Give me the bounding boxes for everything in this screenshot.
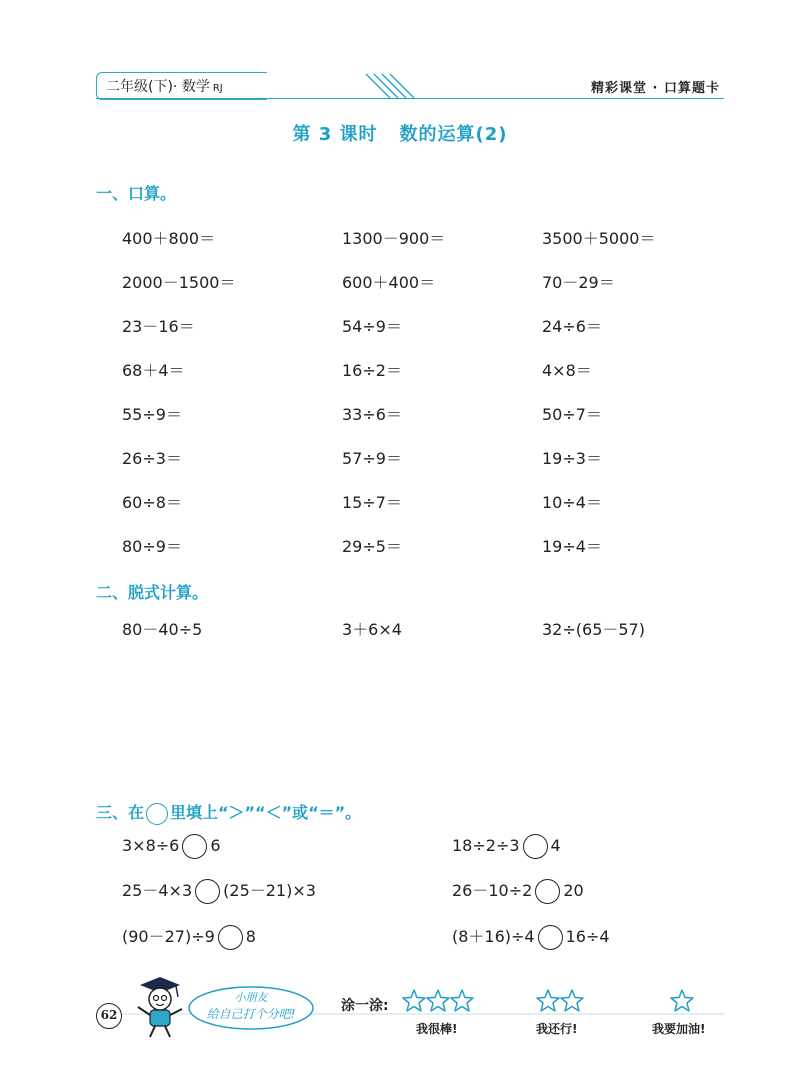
- answer-circle[interactable]: [535, 879, 560, 904]
- oral-problem: 55÷9＝: [122, 405, 182, 424]
- rating-caption: 我很棒!: [416, 1022, 458, 1036]
- section3-title: [96, 800, 361, 825]
- oral-problem: 1300－900＝: [342, 229, 446, 248]
- answer-circle[interactable]: [182, 834, 207, 859]
- comparison-item: [452, 834, 561, 859]
- answer-circle[interactable]: [195, 879, 220, 904]
- header-series-title: 精彩课堂 · 口算题卡: [591, 81, 720, 96]
- star-icon: [403, 990, 425, 1011]
- header-left-text: 二年级(下)· 数学: [106, 79, 210, 95]
- section3-title-post: 里填上“＞”“＜”或“＝”。: [170, 803, 362, 822]
- star-icon: [561, 990, 583, 1011]
- lesson-topic: 数的运算(2): [399, 124, 508, 145]
- star-icon: [537, 990, 559, 1011]
- header-rule: [96, 98, 724, 99]
- oral-problem: 16÷2＝: [342, 361, 402, 380]
- oral-problem: 23－16＝: [122, 317, 195, 336]
- answer-circle-example: [146, 803, 168, 825]
- lesson-number: 第 3 课时: [292, 124, 378, 145]
- comparison-right: 8: [245, 927, 256, 946]
- comparison-right: 4: [550, 836, 561, 855]
- comparison-right: 16÷4: [565, 927, 610, 946]
- header-grade-subject: [106, 76, 223, 96]
- paint-label: 涂一涂:: [341, 998, 389, 1014]
- stepwise-problem: 80－40÷5: [122, 620, 203, 639]
- comparison-left: 25－4×3: [122, 881, 193, 900]
- comparison-item: [122, 878, 316, 904]
- comparison-left: 18÷2÷3: [452, 836, 520, 855]
- section2-title: 二、脱式计算。: [96, 583, 209, 602]
- bubble-line-2: 给自己打个分吧!: [206, 1007, 296, 1021]
- rating-one-star[interactable]: [670, 989, 694, 1013]
- rating-three-stars[interactable]: [402, 989, 474, 1013]
- stepwise-problem: 3＋6×4: [342, 620, 402, 639]
- answer-circle[interactable]: [523, 834, 548, 859]
- oral-problem: 57÷9＝: [342, 449, 402, 468]
- oral-problem: 19÷3＝: [542, 449, 602, 468]
- page-number: 62: [96, 1003, 122, 1029]
- oral-problem: 10÷4＝: [542, 493, 602, 512]
- oral-problem: 29÷5＝: [342, 537, 402, 556]
- rating-caption: 我要加油!: [652, 1022, 706, 1036]
- oral-problem: 600＋400＝: [342, 273, 436, 292]
- comparison-item: [122, 834, 221, 859]
- header-edition: RJ: [212, 83, 223, 94]
- comparison-left: (90－27)÷9: [122, 927, 215, 946]
- star-icon: [671, 990, 693, 1011]
- comparison-left: 3×8÷6: [122, 836, 180, 855]
- oral-problem: 60÷8＝: [122, 493, 182, 512]
- comparison-item: [452, 924, 610, 950]
- oral-problem: 24÷6＝: [542, 317, 602, 336]
- answer-circle[interactable]: [538, 925, 563, 950]
- oral-problem: 70－29＝: [542, 273, 615, 292]
- answer-circle[interactable]: [218, 925, 243, 950]
- oral-problem: 68＋4＝: [122, 361, 185, 380]
- lesson-title: [0, 120, 800, 146]
- comparison-item: [122, 924, 256, 950]
- comparison-left: 26－10÷2: [452, 881, 533, 900]
- comparison-left: (8＋16)÷4: [452, 927, 535, 946]
- oral-problem: 19÷4＝: [542, 537, 602, 556]
- page-header: [96, 72, 724, 102]
- header-slashes-decoration: [266, 72, 416, 99]
- oral-problem: 54÷9＝: [342, 317, 402, 336]
- oral-problem: 2000－1500＝: [122, 273, 236, 292]
- oral-problem: 50÷7＝: [542, 405, 602, 424]
- student-mascot-icon: [126, 975, 190, 1039]
- oral-problem: 400＋800＝: [122, 229, 216, 248]
- comparison-right: 20: [563, 881, 584, 900]
- oral-problem: 80÷9＝: [122, 537, 182, 556]
- star-icon: [451, 990, 473, 1011]
- page-footer: [96, 975, 724, 1045]
- rating-two-stars[interactable]: [536, 989, 584, 1013]
- section3-title-pre: 三、在: [96, 803, 145, 822]
- oral-problem: 3500＋5000＝: [542, 229, 656, 248]
- bubble-line-1: 小朋友: [234, 991, 268, 1004]
- section1-title: 一、口算。: [96, 184, 177, 203]
- star-icon: [427, 990, 449, 1011]
- oral-problem: 26÷3＝: [122, 449, 182, 468]
- oral-problem: 4×8＝: [542, 361, 592, 380]
- rating-caption: 我还行!: [536, 1022, 578, 1036]
- stepwise-problem: 32÷(65－57): [542, 620, 645, 639]
- comparison-right: (25－21)×3: [223, 881, 316, 900]
- comparison-item: [452, 878, 584, 904]
- oral-problem: 33÷6＝: [342, 405, 402, 424]
- comparison-right: 6: [210, 836, 221, 855]
- oral-problem: 15÷7＝: [342, 493, 402, 512]
